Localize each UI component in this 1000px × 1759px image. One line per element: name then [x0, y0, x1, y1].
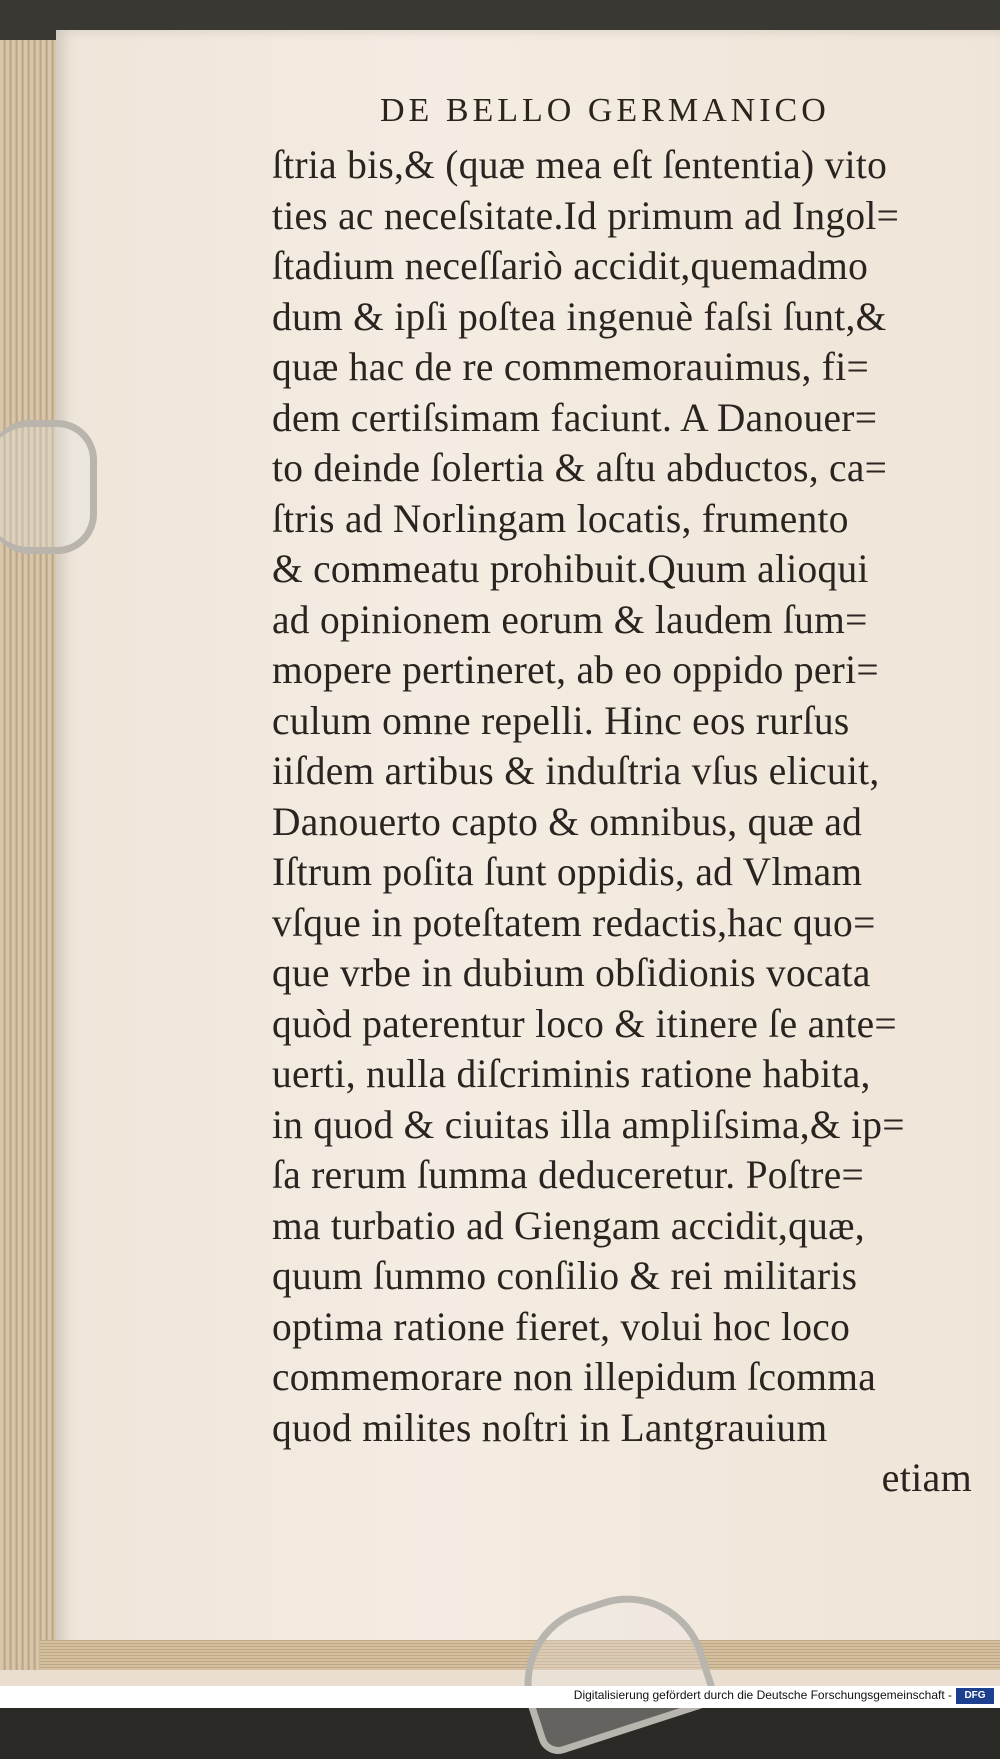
catchword: etiam	[881, 1455, 972, 1500]
paper-clip-left	[0, 420, 97, 554]
text-line: commemorare non illepidum ſcomma	[272, 1354, 877, 1399]
text-line: optima ratione fieret, volui hoc loco	[272, 1303, 851, 1349]
text-line: quæ hac de re commemorauimus, fi=	[272, 344, 869, 389]
book-fore-edge	[0, 40, 62, 1670]
footer-credit: Digitalisierung gefördert durch die Deutsche Forschungsgemeinschaft -	[573, 1688, 952, 1702]
text-line: & commeatu prohibuit.Quum alioqui	[272, 546, 869, 591]
dfg-logo: DFG	[956, 1688, 994, 1704]
text-line: in quod & ciuitas illa ampliſsima,& ip=	[272, 1101, 905, 1147]
text-line: ſtadium neceſſariò accidit,quemadmo	[272, 243, 869, 288]
text-line: Danouerto capto & omnibus, quæ ad	[272, 798, 863, 844]
text-line: ties ac neceſsitate.Id primum ad Ingol=	[272, 192, 900, 238]
text-line: quòd paterentur loco & itinere ſe ante=	[272, 1000, 897, 1046]
text-line: dum & ipſi poſtea ingenuè faſsi ſunt,&	[272, 293, 887, 339]
text-block	[272, 140, 972, 1504]
text-line: to deinde ſolertia & aſtu abductos, ca=	[272, 445, 888, 490]
text-line: dem certiſsimam faciunt. A Danouer=	[272, 394, 878, 440]
text-line: quum ſummo conſilio & rei militaris	[272, 1253, 858, 1298]
text-line: ſtria bis,& (quæ mea eſt ſententia) vito	[272, 142, 888, 187]
text-line: iiſdem artibus & induſtria vſus elicuit,	[272, 748, 880, 793]
book-bottom-edge	[40, 1640, 1000, 1670]
text-line: quod milites noſtri in Lantgrauium	[272, 1404, 828, 1450]
running-head: DE BELLO GERMANICO	[380, 92, 830, 129]
text-line: culum omne repelli. Hinc eos rurſus	[272, 697, 850, 743]
text-line: uerti, nulla diſcriminis ratione habita,	[272, 1051, 871, 1096]
text-line: ſa rerum ſumma deduceretur. Poſtre=	[272, 1152, 865, 1197]
text-line: vſque in poteſtatem redactis,hac quo=	[272, 899, 876, 945]
text-line: Iſtrum poſita ſunt oppidis, ad Vlmam	[272, 849, 863, 894]
text-line: mopere pertineret, ab eo oppido peri=	[272, 647, 879, 692]
text-line: ma turbatio ad Giengam accidit,quæ,	[272, 1202, 865, 1248]
text-line: que vrbe in dubium obſidionis vocata	[272, 950, 871, 995]
text-line: ad opinionem eorum & laudem ſum=	[272, 596, 868, 642]
text-line: ſtris ad Norlingam locatis, frumento	[272, 495, 849, 541]
